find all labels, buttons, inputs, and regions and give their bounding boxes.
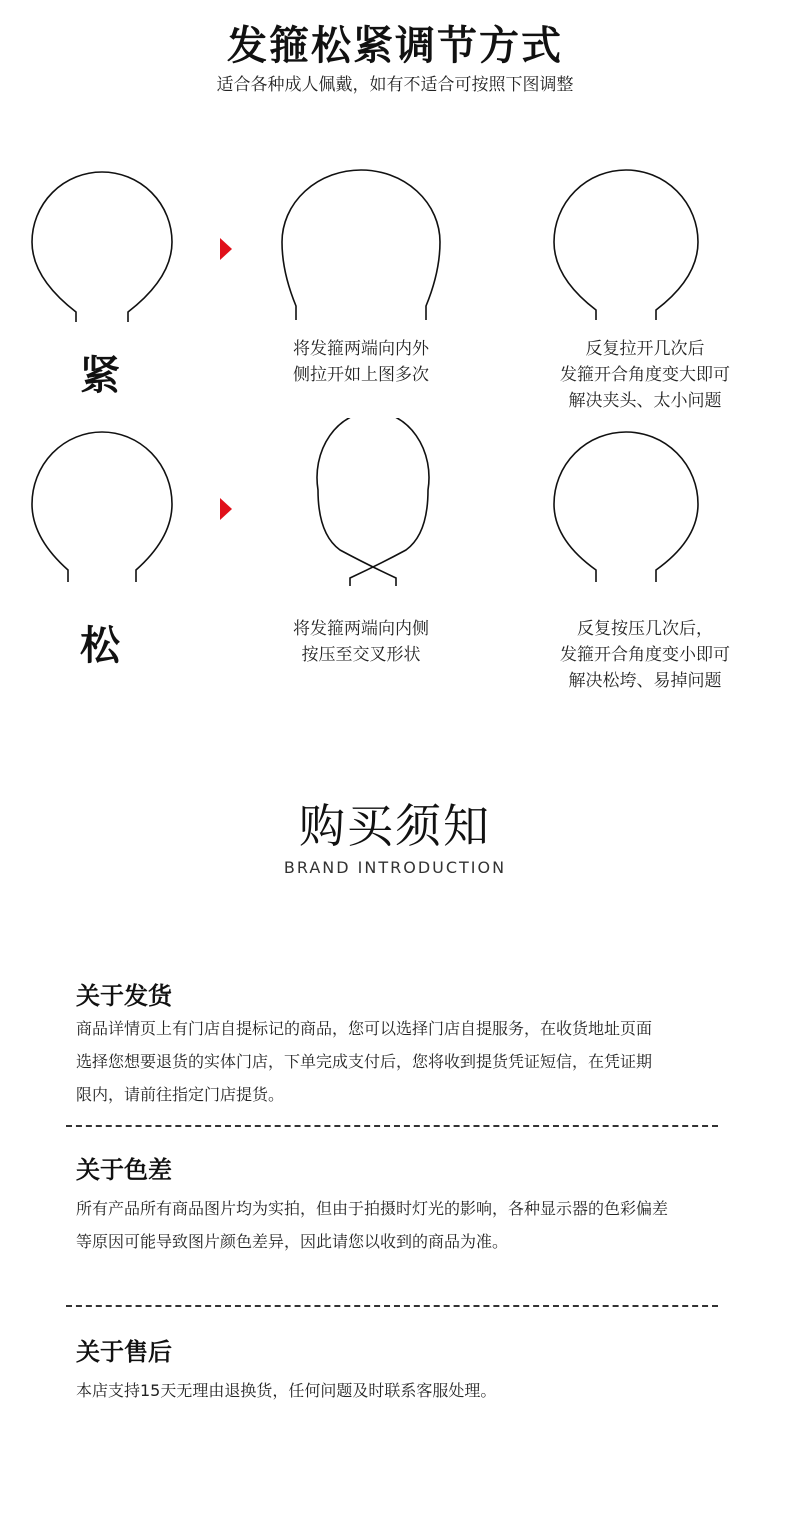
notice-line: 商品详情页上有门店自提标记的商品，您可以选择门店自提服务，在收货地址页面: [76, 1019, 653, 1038]
headband-spread-icon: [276, 160, 446, 330]
caption-line: 反复按压几次后，: [577, 619, 713, 639]
loose-step2-caption: [515, 616, 775, 694]
caption-line: 将发箍两端向内侧: [293, 619, 429, 639]
section-subtitle: BRAND INTRODUCTION: [283, 858, 507, 877]
notice-heading-aftersales: 关于售后: [76, 1338, 172, 1366]
section-title: 购买须知: [299, 799, 491, 853]
notice-heading-color: 关于色差: [76, 1156, 172, 1184]
headband-adjusted-icon: [550, 420, 705, 590]
caption-line: 按压至交叉形状: [301, 645, 421, 665]
notice-body-shipping: [76, 1012, 736, 1111]
headband-crossed-icon: [310, 418, 435, 590]
dashed-divider: [66, 1305, 718, 1307]
notice-heading-shipping: 关于发货: [76, 982, 172, 1010]
red-triangle-arrow-icon: [220, 498, 234, 520]
notice-line: 所有产品所有商品图片均为实拍，但由于拍摄时灯光的影响，各种显示器的色彩偏差: [76, 1199, 669, 1218]
caption-line: 发箍开合角度变大即可: [560, 365, 730, 385]
notice-line: 选择您想要退货的实体门店，下单完成支付后，您将收到提货凭证短信，在凭证期: [76, 1052, 653, 1071]
caption-line: 解决夹头、太小问题: [568, 391, 722, 411]
tight-label: 紧: [80, 353, 120, 399]
headband-original-icon: [28, 420, 178, 590]
caption-line: 侧拉开如上图多次: [293, 365, 429, 385]
loose-label: 松: [80, 623, 120, 669]
notice-body-aftersales: [76, 1374, 736, 1407]
red-triangle-arrow-icon: [220, 238, 234, 260]
tight-step1-caption: [236, 336, 486, 388]
loose-step1-caption: [236, 616, 486, 668]
notice-line: 等原因可能导致图片颜色差异，因此请您以收到的商品为准。: [76, 1232, 509, 1251]
caption-line: 反复拉开几次后: [585, 339, 705, 359]
caption-line: 解决松垮、易掉问题: [568, 671, 722, 691]
page-subtitle: 适合各种成人佩戴，如有不适合可按照下图调整: [216, 75, 574, 95]
caption-line: 将发箍两端向内外: [293, 339, 429, 359]
tight-step2-caption: [515, 336, 775, 414]
headband-adjusted-icon: [550, 160, 705, 330]
notice-line: 本店支持15天无理由退换货，任何问题及时联系客服处理。: [76, 1381, 497, 1400]
notice-body-color: [76, 1192, 736, 1258]
headband-original-icon: [28, 160, 178, 330]
notice-line: 限内，请前往指定门店提货。: [76, 1085, 285, 1104]
page-title: 发箍松紧调节方式: [227, 23, 563, 69]
caption-line: 发箍开合角度变小即可: [560, 645, 730, 665]
dashed-divider: [66, 1125, 718, 1127]
